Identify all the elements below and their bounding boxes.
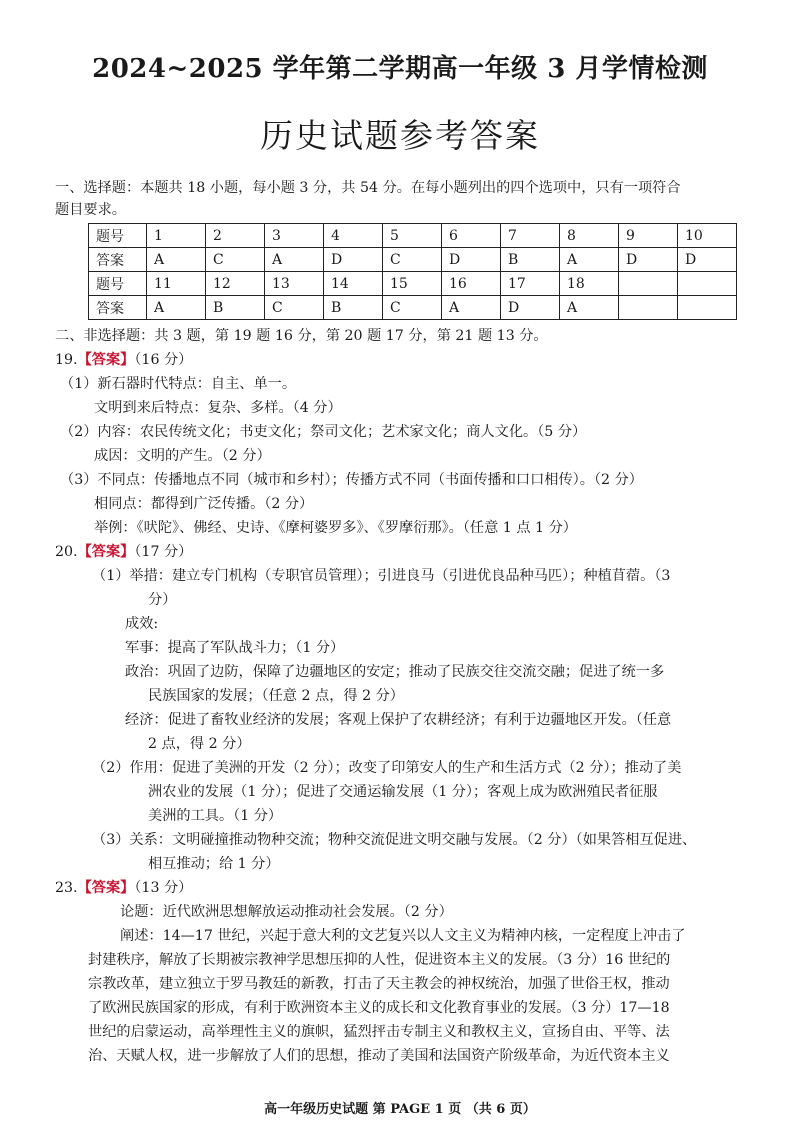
q20-line: 相互推动；给 1 分） bbox=[148, 856, 280, 872]
answer-table-cell: 14 bbox=[324, 272, 383, 296]
q19-answer-tag: 【答案】 bbox=[77, 352, 135, 368]
q20-answer-tag: 【答案】 bbox=[77, 544, 135, 560]
answer-table-cell: 1 bbox=[147, 224, 206, 248]
answer-table-cell: A bbox=[560, 296, 619, 320]
q23-line: 治、天赋人权，进一步解放了人们的思想，推动了美国和法国资产阶级革命，为近代资本主义 bbox=[88, 1048, 670, 1064]
q19-line: 相同点：都得到广泛传播。（2 分） bbox=[94, 496, 314, 512]
page-footer: 高一年级历史试题 第 PAGE 1 页 （共 6 页） bbox=[264, 1102, 536, 1117]
q20-line: （1）举措：建立专门机构（专职官员管理）；引进良马（引进优良品种马匹）；种植苜蓿。（3 bbox=[92, 568, 671, 584]
q20-line: 政治：巩固了边防，保障了边疆地区的安定；推动了民族交往交流交融；促进了统一多 bbox=[125, 664, 665, 680]
section2-instruction: 二、非选择题：共 3 题，第 19 题 16 分，第 20 题 17 分，第 21 题 13 分。 bbox=[55, 328, 548, 344]
answer-table-cell: 12 bbox=[206, 272, 265, 296]
q23-header bbox=[55, 878, 192, 898]
answer-table-cell: A bbox=[442, 296, 501, 320]
answer-table-row bbox=[89, 224, 737, 248]
answer-table-cell: 11 bbox=[147, 272, 206, 296]
q19-line: （3）不同点：传播地点不同（城市和乡村）；传播方式不同（书面传播和口口相传）。（2 分） bbox=[60, 472, 643, 488]
answer-table-cell: C bbox=[265, 296, 324, 320]
exam-subtitle: 历史试题参考答案 bbox=[260, 116, 540, 155]
q20-line: 经济：促进了畜牧业经济的发展；客观上保护了农耕经济；有利于边疆地区开发。（任意 bbox=[125, 712, 672, 728]
answer-table-cell: 6 bbox=[442, 224, 501, 248]
q20-line: （3）关系：文明碰撞推动物种交流；物种交流促进文明交融与发展。（2 分）（如果答相互促进、 bbox=[92, 832, 697, 848]
answer-table-row-label: 答案 bbox=[89, 248, 147, 272]
q19-number: 19. bbox=[55, 352, 78, 368]
q23-line: 封建秩序，解放了长期被宗教神学思想压抑的人性，促进资本主义的发展。（3 分）16 世纪的 bbox=[88, 952, 671, 968]
answer-table-cell bbox=[678, 296, 737, 320]
q20-number: 20. bbox=[55, 544, 78, 560]
q23-line: 论题：近代欧洲思想解放运动推动社会发展。（2 分） bbox=[120, 904, 453, 920]
q23-score: （13 分） bbox=[134, 880, 193, 896]
q20-line: （2）作用：促进了美洲的开发（2 分）；改变了印第安人的生产和生活方式（2 分）；推动了美 bbox=[92, 760, 682, 776]
answer-table-cell: 9 bbox=[619, 224, 678, 248]
q19-line: （2）内容：农民传统文化；书吏文化；祭司文化；艺术家文化；商人文化。（5 分） bbox=[60, 424, 587, 440]
answer-table-cell: B bbox=[206, 296, 265, 320]
q20-line: 军事：提高了军队战斗力；（1 分） bbox=[125, 640, 345, 656]
answer-table-row-label: 题号 bbox=[89, 272, 147, 296]
answer-table-cell: 10 bbox=[678, 224, 737, 248]
q19-line: 举例：《吠陀》、佛经、史诗、《摩柯婆罗多》、《罗摩衍那》。（任意 1 点 1 分） bbox=[94, 520, 577, 536]
answer-table-cell: A bbox=[147, 248, 206, 272]
answer-table-cell: C bbox=[383, 296, 442, 320]
answer-table-cell: 16 bbox=[442, 272, 501, 296]
answer-table-cell: D bbox=[501, 296, 560, 320]
answer-table-cell: D bbox=[442, 248, 501, 272]
q19-header bbox=[55, 350, 192, 370]
answer-table-cell: A bbox=[265, 248, 324, 272]
q23-line: 阐述：14—17 世纪，兴起于意大利的文艺复兴以人文主义为精神内核，一定程度上冲击了 bbox=[120, 928, 686, 944]
answer-table-cell: 15 bbox=[383, 272, 442, 296]
q23-line: 了欧洲民族国家的形成，有利于欧洲资本主义的成长和文化教育事业的发展。（3 分）17—18 bbox=[88, 1000, 670, 1016]
q23-line: 世纪的启蒙运动，高举理性主义的旗帜，猛烈抨击专制主义和教权主义，宣扬自由、平等、法 bbox=[88, 1024, 670, 1040]
answer-table-cell bbox=[619, 272, 678, 296]
q23-answer-tag: 【答案】 bbox=[77, 880, 135, 896]
answer-table-cell: 5 bbox=[383, 224, 442, 248]
answer-table-cell: C bbox=[383, 248, 442, 272]
answer-table-cell: 17 bbox=[501, 272, 560, 296]
answer-table-row-label: 题号 bbox=[89, 224, 147, 248]
answer-table-cell bbox=[678, 272, 737, 296]
q20-line: 民族国家的发展；（任意 2 点，得 2 分） bbox=[148, 688, 404, 704]
q20-line: 分） bbox=[148, 592, 177, 608]
section1-instruction-line2: 题目要求。 bbox=[55, 202, 126, 218]
answer-table-cell: A bbox=[147, 296, 206, 320]
q20-line: 美洲的工具。（1 分） bbox=[148, 808, 283, 824]
answer-table-row-label: 答案 bbox=[89, 296, 147, 320]
answer-table-cell: D bbox=[619, 248, 678, 272]
q20-header bbox=[55, 542, 192, 562]
q19-line: （1）新石器时代特点：自主、单一。 bbox=[60, 376, 297, 392]
answer-table-cell: A bbox=[560, 248, 619, 272]
q20-line: 成效: bbox=[125, 616, 159, 632]
q23-line: 宗教改革，建立独立于罗马教廷的新教，打击了天主教会的神权统治，加强了世俗王权，推动 bbox=[88, 976, 670, 992]
q20-score: （17 分） bbox=[134, 544, 193, 560]
q19-line: 成因：文明的产生。（2 分） bbox=[94, 448, 271, 464]
section1-instruction-line1: 一、选择题：本题共 18 小题，每小题 3 分，共 54 分。在每小题列出的四个选项中，只有一项符合 bbox=[55, 180, 681, 196]
answer-table-cell: 7 bbox=[501, 224, 560, 248]
answer-table-row bbox=[89, 272, 737, 296]
answer-table-cell bbox=[619, 296, 678, 320]
q20-line: 2 点，得 2 分） bbox=[148, 736, 251, 752]
answer-table-cell: B bbox=[324, 296, 383, 320]
answer-table-cell: 3 bbox=[265, 224, 324, 248]
q23-number: 23. bbox=[55, 880, 78, 896]
answer-table-cell: 13 bbox=[265, 272, 324, 296]
q20-line: 洲农业的发展（1 分）；促进了交通运输发展（1 分）；客观上成为欧洲殖民者征服 bbox=[148, 784, 658, 800]
answer-table-cell: D bbox=[678, 248, 737, 272]
answer-table-cell: B bbox=[501, 248, 560, 272]
answer-table bbox=[88, 223, 737, 320]
q19-score: （16 分） bbox=[134, 352, 193, 368]
answer-table-cell: C bbox=[206, 248, 265, 272]
exam-title: 2024~2025 学年第二学期高一年级 3 月学情检测 bbox=[92, 54, 708, 84]
answer-table-cell: 8 bbox=[560, 224, 619, 248]
answer-table-cell: 2 bbox=[206, 224, 265, 248]
answer-table-cell: D bbox=[324, 248, 383, 272]
q19-line: 文明到来后特点：复杂、多样。（4 分） bbox=[94, 400, 342, 416]
answer-table-row bbox=[89, 296, 737, 320]
answer-table-row bbox=[89, 248, 737, 272]
answer-table-cell: 18 bbox=[560, 272, 619, 296]
answer-table-cell: 4 bbox=[324, 224, 383, 248]
